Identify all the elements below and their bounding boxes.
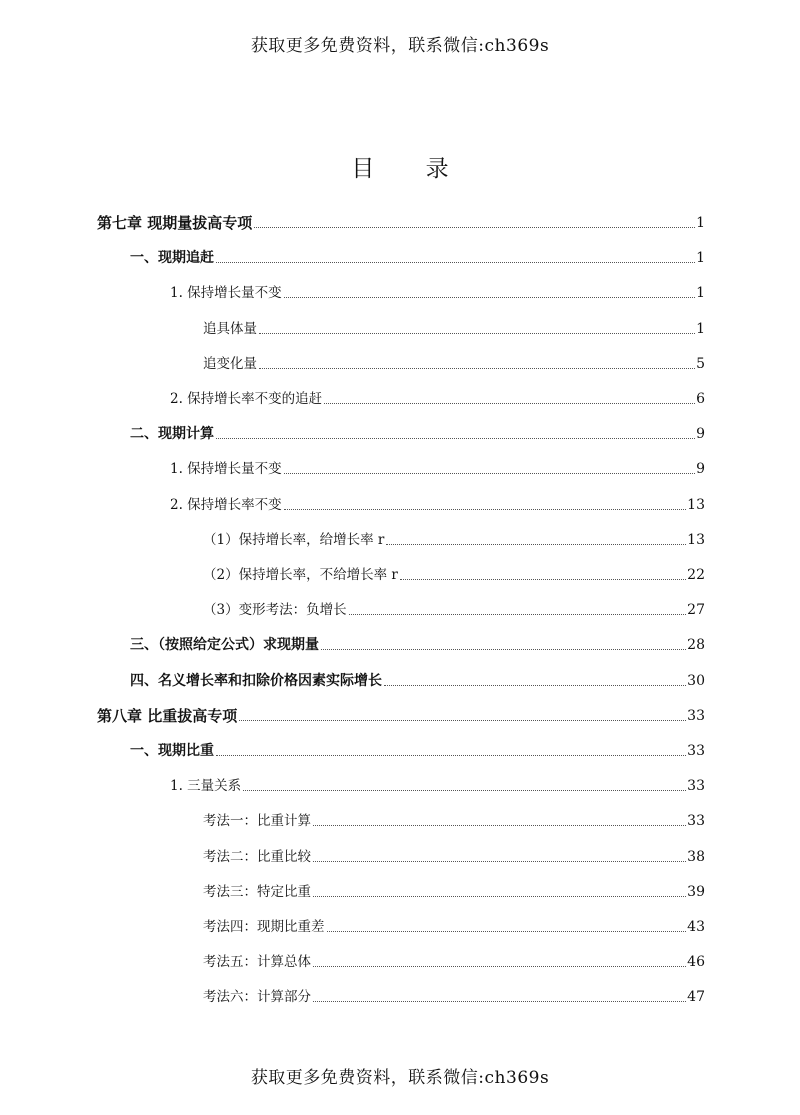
dot-leader [313, 861, 686, 862]
toc-entry[interactable] [170, 454, 705, 478]
toc-entry-page-number: 47 [687, 989, 705, 1006]
toc-entry-label: 三、（按照给定公式）求现期量 [130, 637, 319, 654]
toc-entry-page-number: 43 [687, 919, 705, 935]
toc-entry-label: 四、名义增长率和扣除价格因素实际增长 [130, 672, 382, 689]
dot-leader [400, 579, 686, 580]
toc-entry[interactable] [130, 419, 705, 443]
toc-entry-page-number: 9 [696, 461, 705, 478]
toc-entry[interactable] [170, 490, 705, 514]
toc-entry-page-number: 46 [687, 954, 705, 971]
dot-leader [321, 649, 686, 650]
dot-leader [284, 297, 695, 298]
dot-leader [313, 825, 686, 826]
dot-leader [284, 509, 687, 510]
toc-entry-page-number: 33 [687, 707, 705, 724]
dot-leader [216, 438, 695, 439]
toc-entry-label: 1. 保持增长量不变 [170, 285, 282, 302]
toc-entry[interactable] [97, 701, 705, 725]
toc-entry-page-number: 22 [687, 567, 705, 583]
toc-entry-label: （3）变形考法：负增长 [203, 602, 347, 619]
dot-leader [259, 333, 695, 334]
toc-entry-page-number: 1 [696, 250, 705, 267]
toc-entry[interactable] [203, 349, 705, 373]
toc-entry-label: 1. 保持增长量不变 [170, 461, 282, 478]
toc-entry-page-number: 1 [696, 320, 705, 337]
toc-entry-label: 一、现期比重 [130, 743, 214, 759]
dot-leader [349, 614, 687, 615]
toc-entry[interactable] [203, 947, 705, 971]
toc-entry-page-number: 33 [687, 743, 705, 759]
toc-entry-label: （2）保持增长率，不给增长率 r [203, 567, 398, 583]
dot-leader [259, 368, 695, 369]
toc-entry[interactable] [130, 736, 705, 760]
dot-leader [239, 720, 686, 721]
toc-entry[interactable] [170, 278, 705, 302]
toc-entry[interactable] [130, 666, 705, 690]
toc-entry[interactable] [203, 595, 705, 619]
toc-entry[interactable] [203, 560, 705, 584]
toc-entry-label: 1. 三量关系 [170, 778, 242, 795]
toc-entry-page-number: 1 [696, 215, 705, 231]
toc-entry-label: 追具体量 [203, 320, 257, 337]
toc-entry[interactable] [203, 806, 705, 830]
toc-entry-page-number: 33 [687, 778, 705, 795]
header-banner: 获取更多免费资料，联系微信:ch369s [250, 36, 550, 56]
toc-entry-label: 考法二：比重比较 [203, 848, 311, 865]
dot-leader [313, 966, 686, 967]
page-title: 目 录 [351, 156, 471, 182]
toc-entry-label: 一、现期追赶 [130, 250, 214, 267]
toc-entry-label: 第八章 比重拔高专项 [97, 706, 238, 725]
dot-leader [386, 544, 686, 545]
toc-entry[interactable] [203, 912, 705, 936]
toc-entry[interactable] [203, 982, 705, 1006]
toc-entry[interactable] [170, 384, 705, 408]
toc-entry-page-number: 39 [687, 883, 705, 900]
toc-entry-label: 考法四：现期比重差 [203, 919, 325, 935]
toc-entry[interactable] [203, 877, 705, 901]
toc-entry-label: 考法三：特定比重 [203, 883, 311, 900]
dot-leader [216, 262, 695, 263]
dot-leader [216, 755, 686, 756]
toc-entry-page-number: 1 [696, 285, 705, 302]
dot-leader [384, 685, 686, 686]
toc-entry-page-number: 9 [696, 426, 705, 443]
toc-entry-label: 考法五：计算总体 [203, 954, 311, 971]
dot-leader [327, 931, 687, 932]
toc-entry[interactable] [170, 771, 705, 795]
toc-entry-page-number: 13 [687, 531, 705, 548]
toc-entry-page-number: 38 [687, 848, 705, 865]
toc-entry-label: 二、现期计算 [130, 426, 214, 443]
footer-banner: 获取更多免费资料，联系微信:ch369s [250, 1068, 550, 1088]
dot-leader [313, 1001, 686, 1002]
toc-entry-label: 考法六：计算部分 [203, 989, 311, 1006]
dot-leader [284, 473, 695, 474]
toc-entry-label: （1）保持增长率，给增长率 r [203, 531, 385, 548]
toc-entry-page-number: 13 [687, 496, 705, 513]
toc-entry[interactable] [97, 208, 705, 232]
toc-entry-page-number: 27 [687, 602, 705, 619]
toc-entry-label: 2. 保持增长率不变的追赶 [170, 391, 323, 407]
toc-entry[interactable] [130, 630, 705, 654]
toc-entry-page-number: 6 [696, 391, 705, 407]
toc-entry-page-number: 28 [687, 637, 705, 654]
dot-leader [313, 896, 686, 897]
toc-entry-page-number: 5 [696, 355, 705, 372]
toc-entry[interactable] [203, 842, 705, 866]
toc-entry[interactable] [203, 314, 705, 338]
dot-leader [254, 227, 695, 228]
toc-entry-page-number: 33 [687, 813, 705, 830]
toc-entry-label: 考法一：比重计算 [203, 813, 311, 830]
dot-leader [324, 403, 695, 404]
toc-entry-page-number: 30 [687, 672, 705, 689]
toc-entry[interactable] [130, 243, 705, 267]
toc-entry-label: 第七章 现期量拔高专项 [97, 214, 253, 232]
toc-entry[interactable] [203, 525, 705, 549]
dot-leader [243, 790, 686, 791]
toc-entry-label: 追变化量 [203, 355, 257, 372]
toc-entry-label: 2. 保持增长率不变 [170, 496, 282, 513]
